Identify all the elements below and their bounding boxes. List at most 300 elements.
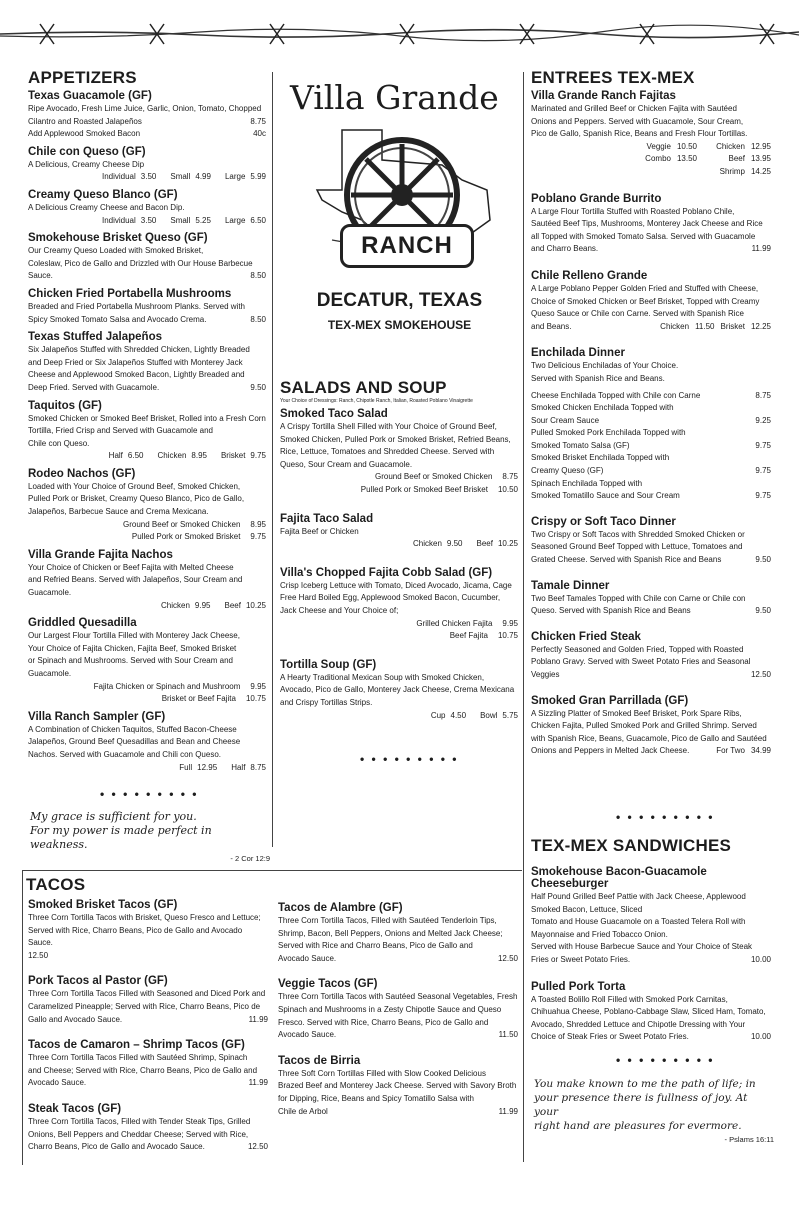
item-description: Six Jalapeños Stuffed with Shredded Chicken, Lightly Breaded bbox=[28, 345, 250, 355]
item-price: 3.50 bbox=[140, 215, 157, 225]
menu-item bbox=[531, 516, 771, 567]
item-description: Two Delicious Enchiladas of Your Choice. bbox=[531, 361, 679, 371]
item-price: 9.50 bbox=[755, 555, 771, 565]
item-description: Queso, Sour Cream and Guacamole. bbox=[280, 459, 413, 469]
item-description: Chicken Fajita, Pulled Smoked Pork and Grilled Shrimp. Served bbox=[531, 721, 757, 731]
menu-item bbox=[531, 90, 771, 179]
price-option bbox=[102, 171, 156, 184]
price-label: Chicken bbox=[716, 141, 745, 151]
menu-item bbox=[531, 631, 771, 682]
item-description: Fresco. Served with Rice, Charro Beans, Pico de Gallo and bbox=[278, 1017, 489, 1027]
sandwiches-title: TEX-MEX SANDWICHES bbox=[531, 836, 732, 855]
item-description: Smoked Bacon, Lettuce, Sliced bbox=[531, 904, 643, 914]
price-label: Brisket or Beef Fajita bbox=[161, 694, 236, 704]
price-option bbox=[225, 171, 266, 184]
price-row bbox=[28, 1014, 268, 1027]
separator-dots: • • • • • • • • • bbox=[616, 810, 715, 824]
item-name: Steak Tacos (GF) bbox=[28, 1102, 122, 1115]
menu-item bbox=[280, 567, 518, 643]
column-divider bbox=[272, 72, 273, 847]
tacos-section bbox=[26, 875, 526, 895]
price-row bbox=[28, 1141, 268, 1154]
item-description: A Delicious, Creamy Cheese Dip bbox=[28, 159, 145, 169]
item-price: 8.95 bbox=[191, 451, 207, 461]
item-price: 9.75 bbox=[755, 440, 771, 450]
item-price: 8.50 bbox=[250, 271, 266, 281]
price-row bbox=[531, 452, 771, 465]
menu-item bbox=[28, 189, 266, 227]
appetizers-title: APPETIZERS bbox=[28, 68, 137, 87]
verse-reference: - 2 Cor 12:9 bbox=[230, 854, 270, 863]
item-description: Two Crispy or Soft Tacos with Shredded Smoked Chicken or bbox=[531, 529, 745, 539]
entrees-title: ENTREES TEX-MEX bbox=[531, 68, 695, 87]
item-description: Half Pound Grilled Beef Pattie with Jack Cheese, Applewood bbox=[531, 892, 746, 901]
price-label: Chile de Arbol bbox=[278, 1106, 328, 1116]
price-label: Individual bbox=[101, 215, 136, 225]
menu-item bbox=[531, 981, 771, 1044]
price-label: and Beans. bbox=[531, 321, 572, 331]
item-description: A Large Flour Tortilla Stuffed with Roasted Poblano Chile, bbox=[531, 206, 735, 216]
price-label: Grilled Chicken Fajita bbox=[416, 618, 493, 628]
item-price: 9.50 bbox=[755, 606, 771, 616]
item-description: Loaded with Your Choice of Ground Beef, Smoked Chicken, bbox=[28, 481, 241, 491]
item-description: Ripe Avocado, Fresh Lime Juice, Garlic, Onion, Tomato, Chopped bbox=[28, 104, 262, 113]
section-divider bbox=[22, 870, 522, 871]
price-row bbox=[280, 471, 518, 484]
item-description: Three Corn Tortilla Tacos Filled with Sautéed Shrimp, Spinach bbox=[28, 1053, 248, 1063]
menu-item bbox=[28, 331, 266, 394]
price-label: Small bbox=[170, 215, 191, 225]
price-label: Charro Beans, Pico de Gallo and Avocado Sauce. bbox=[28, 1142, 205, 1152]
item-name: Smoked Taco Salad bbox=[280, 408, 388, 420]
price-row bbox=[28, 693, 266, 706]
item-price: 10.25 bbox=[497, 539, 518, 549]
salads-title: SALADS AND SOUP bbox=[280, 378, 447, 397]
price-row bbox=[531, 954, 771, 967]
item-description: and Deep Fried or Six Jalapeños Stuffed with Monterey Jack bbox=[28, 357, 243, 367]
item-name: Villa Grande Ranch Fajitas bbox=[531, 90, 676, 102]
item-price: 14.25 bbox=[750, 166, 771, 176]
item-description: A Crispy Tortilla Shell Filled with Your Choice of Ground Beef, bbox=[280, 422, 497, 431]
item-description: Sautéed Beef Tips, Mushrooms, Monterey Jack Cheese and Rice bbox=[531, 219, 763, 229]
separator-dots: • • • • • • • • • bbox=[360, 752, 459, 766]
item-price: 5.99 bbox=[250, 172, 266, 182]
price-row bbox=[28, 600, 266, 613]
item-description: A Delicious Creamy Cheese and Bacon Dip. bbox=[28, 202, 185, 212]
price-row bbox=[531, 605, 771, 618]
item-name: Pork Tacos al Pastor (GF) bbox=[28, 975, 168, 988]
item-description: A Sizzling Platter of Smoked Beef Brisket, Pork Spare Ribs, bbox=[531, 708, 742, 718]
price-label: Beef Fajita bbox=[449, 631, 488, 641]
item-description: Jack Cheese and Your Choice of; bbox=[280, 605, 399, 615]
item-name: Chile con Queso (GF) bbox=[28, 145, 146, 158]
price-label: Shrimp bbox=[719, 166, 745, 176]
price-label: Avocado Sauce. bbox=[278, 1030, 337, 1040]
item-price: 12.50 bbox=[750, 670, 771, 679]
price-option bbox=[477, 538, 519, 551]
price-label: Brisket bbox=[220, 451, 246, 461]
price-row bbox=[531, 1031, 771, 1044]
enchilada-option: Creamy Queso (GF) bbox=[531, 466, 604, 476]
item-name: Texas Stuffed Jalapeños bbox=[28, 331, 162, 344]
item-price: 10.50 bbox=[497, 484, 518, 494]
separator-dots: • • • • • • • • • bbox=[616, 1053, 715, 1067]
item-price: 12.50 bbox=[247, 1142, 268, 1152]
menu-item bbox=[28, 468, 266, 544]
price-row bbox=[531, 669, 771, 682]
salads-section bbox=[280, 378, 518, 722]
item-description: Chihuahua Cheese, Poblano-Cabbage Slaw, Sliced Ham, Tomato, bbox=[531, 1007, 766, 1017]
item-description: and Crispy Tortillas Strips. bbox=[280, 697, 373, 707]
price-label: Fajita Chicken or Spinach and Mushroom bbox=[93, 681, 241, 691]
item-price: 9.50 bbox=[250, 382, 266, 392]
item-price: 9.95 bbox=[250, 681, 266, 691]
verse-line: your presence there is fullness of joy. At your bbox=[534, 1092, 748, 1118]
price-row bbox=[531, 390, 771, 403]
item-name: Villa Ranch Sampler (GF) bbox=[28, 710, 166, 723]
menu-item bbox=[531, 193, 771, 256]
menu-item bbox=[28, 975, 268, 1026]
item-name: Chicken Fried Portabella Mushrooms bbox=[28, 287, 232, 300]
price-label: Veggies bbox=[531, 670, 560, 679]
item-price: 6.50 bbox=[250, 215, 266, 225]
item-description: 12.50 bbox=[28, 950, 49, 960]
item-name: Crispy or Soft Taco Dinner bbox=[531, 515, 676, 528]
item-name: Smoked Gran Parrillada (GF) bbox=[531, 694, 689, 707]
item-price: 11.99 bbox=[248, 1014, 268, 1024]
price-option bbox=[170, 215, 211, 228]
price-row bbox=[278, 953, 518, 966]
item-price: 11.99 bbox=[498, 1106, 518, 1116]
price-row bbox=[28, 215, 266, 228]
item-description: Tomato and House Guacamole on a Toasted Telera Roll with bbox=[531, 917, 746, 927]
section-border bbox=[22, 870, 23, 1165]
menu-item bbox=[531, 270, 771, 333]
price-label: Deep Fried. Served with Guacamole. bbox=[28, 382, 160, 392]
menu-item bbox=[28, 288, 266, 326]
menu-item bbox=[280, 659, 518, 722]
menu-item bbox=[28, 1103, 268, 1154]
item-name: Fajita Taco Salad bbox=[280, 512, 374, 525]
price-option bbox=[660, 321, 771, 334]
price-option bbox=[221, 450, 266, 463]
item-name: Tacos de Birria bbox=[278, 1054, 361, 1067]
price-row bbox=[28, 450, 266, 463]
menu-item bbox=[531, 580, 771, 618]
price-label: Brisket bbox=[720, 321, 745, 331]
item-description: Three Corn Tortilla Tacos Filled with Seasoned and Diced Pork and bbox=[28, 989, 266, 999]
price-option bbox=[179, 762, 217, 775]
menu-item bbox=[28, 1039, 268, 1090]
menu-item bbox=[28, 617, 266, 706]
price-label: Beef bbox=[224, 600, 241, 610]
item-description: Onions, Bell Peppers and Cheddar Cheese; Served with Rice, bbox=[28, 1129, 249, 1139]
item-description: Breaded and Fried Portabella Mushroom Planks. Served with bbox=[28, 301, 245, 311]
item-price: 11.50 bbox=[498, 1030, 518, 1040]
item-description: Tortilla, Fried Crisp and Served with Guacamole and bbox=[28, 426, 213, 436]
item-description: Seasoned Ground Beef Topped with Lettuce, Tomatoes and bbox=[531, 542, 743, 552]
item-name: Pulled Pork Torta bbox=[531, 980, 626, 993]
item-price: 4.99 bbox=[195, 172, 211, 182]
price-label: Ground Beef or Smoked Chicken bbox=[375, 472, 493, 482]
item-description: Free Hard Boiled Egg, Applewood Smoked Bacon, Cucumber, bbox=[280, 593, 501, 603]
price-label: Cilantro and Roasted Jalapeños bbox=[28, 116, 142, 126]
item-description: Guacamole. bbox=[28, 588, 72, 598]
price-option bbox=[231, 762, 266, 775]
menu-item bbox=[531, 866, 771, 967]
price-row bbox=[28, 1077, 268, 1090]
item-name: Villa's Chopped Fajita Cobb Salad (GF) bbox=[280, 566, 493, 579]
price-label: Full bbox=[179, 762, 193, 772]
item-description: Our Creamy Queso Loaded with Smoked Brisket, bbox=[28, 246, 204, 256]
item-description: Chile con Queso. bbox=[28, 438, 90, 448]
item-price: 5.75 bbox=[502, 710, 518, 720]
item-description: or Spinach and Mushrooms. Served with Sour Cream and bbox=[28, 656, 233, 666]
price-option bbox=[170, 171, 211, 184]
tacos-left-column bbox=[28, 893, 268, 1154]
separator-dots: • • • • • • • • • bbox=[100, 787, 199, 801]
item-name: Smokehouse Brisket Queso (GF) bbox=[28, 232, 208, 245]
item-description: Poblano Gravy. Served with Sweet Potato Fries and Seasonal bbox=[531, 657, 751, 667]
item-description: Three Corn Tortilla Tacos with Brisket, Queso Fresco and Lettuce; bbox=[28, 913, 261, 922]
item-description: Avocado, Pico de Gallo, Monterey Jack Cheese, Crema Mexicana bbox=[280, 685, 515, 695]
item-name: Tortilla Soup (GF) bbox=[280, 658, 377, 671]
item-description: Cheese and Applewood Smoked Bacon, Lightly Breaded and bbox=[28, 370, 245, 380]
price-row bbox=[531, 141, 771, 154]
price-label: Choice of Steak Fries or Sweet Potato Fries. bbox=[531, 1032, 689, 1042]
item-price: 10.00 bbox=[750, 954, 771, 964]
item-price: 8.50 bbox=[250, 314, 266, 324]
item-description: Our Largest Flour Tortilla Filled with Monterey Jack Cheese, bbox=[28, 631, 240, 641]
verse-line: For my power is made perfect in weakness. bbox=[30, 824, 212, 851]
price-row bbox=[280, 538, 518, 551]
tagline: TEX-MEX SMOKEHOUSE bbox=[327, 318, 472, 332]
item-price: 8.75 bbox=[250, 116, 266, 126]
item-description: Your Choice of Fajita Chicken, Fajita Beef, Smoked Brisket bbox=[28, 643, 237, 653]
menu-item bbox=[280, 513, 518, 551]
price-option bbox=[157, 450, 206, 463]
price-label: Chicken bbox=[161, 600, 190, 610]
price-label: Gallo and Avocado Sauce. bbox=[28, 1014, 123, 1024]
verse-reference: - Pslams 16:11 bbox=[724, 1135, 774, 1144]
price-label: Avocado Sauce. bbox=[28, 1078, 87, 1088]
price-row bbox=[28, 531, 266, 544]
price-option bbox=[102, 215, 156, 228]
item-price: 10.75 bbox=[245, 694, 266, 704]
item-price: 9.75 bbox=[755, 466, 771, 476]
price-row bbox=[280, 484, 518, 497]
item-name: Smoked Brisket Tacos (GF) bbox=[28, 899, 178, 911]
item-price: 10.25 bbox=[245, 600, 266, 610]
item-description: Two Beef Tamales Topped with Chile con Carne or Chile con bbox=[531, 593, 746, 603]
item-price: 8.95 bbox=[250, 519, 266, 529]
item-price: 11.99 bbox=[248, 1078, 268, 1088]
price-row bbox=[531, 153, 771, 166]
menu-item bbox=[28, 400, 266, 463]
item-price: 6.50 bbox=[127, 451, 144, 461]
item-name: Creamy Queso Blanco (GF) bbox=[28, 188, 178, 201]
price-label: Queso. Served with Spanish Rice and Beans bbox=[531, 606, 691, 616]
item-price: 3.50 bbox=[140, 172, 157, 182]
price-row bbox=[28, 681, 266, 694]
item-price: 9.75 bbox=[250, 451, 266, 461]
item-price: 9.95 bbox=[502, 618, 518, 628]
item-price: 34.99 bbox=[750, 746, 771, 756]
item-description: Smoked Chicken, Pulled Pork or Smoked Brisket, Refried Beans, bbox=[280, 434, 511, 444]
price-option bbox=[701, 166, 771, 179]
item-description: Marinated and Grilled Beef or Chicken Fajita with Sautéed bbox=[531, 104, 737, 113]
price-option bbox=[109, 450, 144, 463]
price-row bbox=[28, 382, 266, 395]
verse-line: right hand are pleasures for evermore. bbox=[534, 1120, 742, 1132]
price-label: Sauce. bbox=[28, 271, 53, 281]
item-name: Smokehouse Bacon-Guacamole Cheeseburger bbox=[531, 866, 707, 890]
item-price: 10.00 bbox=[750, 1032, 771, 1042]
price-row bbox=[28, 270, 266, 283]
item-description: Shrimp, Bacon, Bell Peppers, Onions and Melted Jack Cheese; bbox=[278, 928, 503, 938]
price-option bbox=[480, 710, 518, 723]
ranch-label: RANCH bbox=[361, 232, 453, 259]
item-description: and Refried Beans. Served with Jalapeños, Sour Cream and bbox=[28, 575, 243, 585]
item-description: with Spanish Rice, Beans, Guacamole, Pico de Gallo and Sautéed bbox=[531, 733, 767, 743]
item-price: 12.95 bbox=[197, 762, 218, 772]
item-name: Enchilada Dinner bbox=[531, 347, 625, 360]
item-name: Tacos de Camaron – Shrimp Tacos (GF) bbox=[28, 1039, 245, 1052]
tacos-title: TACOS bbox=[26, 875, 86, 894]
item-description: Three Corn Tortilla Tacos, Filled with Tender Steak Tips, Grilled bbox=[28, 1116, 251, 1126]
price-label: Chicken bbox=[413, 539, 442, 549]
price-row bbox=[531, 440, 771, 453]
menu-item bbox=[28, 232, 266, 283]
city-label: DECATUR, TEXAS bbox=[316, 290, 483, 311]
item-name: Poblano Grande Burrito bbox=[531, 192, 662, 205]
price-label: Grated Cheese. Served with Spanish Rice and Beans bbox=[531, 555, 722, 565]
item-description: Rice, Lettuce, Tomatoes and Shredded Cheese. Served with bbox=[280, 447, 495, 457]
enchilada-option: Smoked Tomatillo Sauce and Sour Cream bbox=[531, 491, 680, 501]
item-name: Griddled Quesadilla bbox=[28, 617, 137, 630]
price-row bbox=[28, 171, 266, 184]
price-label: and Charro Beans. bbox=[531, 244, 599, 254]
item-description: Smoked Chicken or Smoked Beef Brisket, Rolled into a Fresh Corn bbox=[28, 413, 266, 423]
column-divider bbox=[523, 72, 524, 1162]
item-price: 13.50 bbox=[676, 154, 697, 164]
item-description: Three Corn Tortilla Tacos with Sautéed Seasonal Vegetables, Fresh bbox=[278, 992, 518, 1002]
item-description: Guacamole. bbox=[28, 669, 72, 678]
price-row bbox=[531, 465, 771, 478]
item-description: Jalapeños, Barbecue Sauce and Crema Mexicana. bbox=[28, 507, 209, 517]
menu-item bbox=[278, 902, 518, 965]
price-label: Chicken bbox=[157, 451, 187, 461]
price-row bbox=[531, 166, 771, 179]
item-description: for Dipping, Rice, Beans and Spicy Tomatillo Salsa with bbox=[278, 1093, 474, 1103]
item-price: 12.95 bbox=[750, 141, 771, 151]
price-label: Fries or Sweet Potato Fries. bbox=[531, 954, 631, 964]
item-description: Served with Spanish Rice and Beans. bbox=[531, 373, 665, 383]
item-description: and Cheese; Served with Rice, Charro Beans, Pico de Gallo and bbox=[28, 1065, 258, 1075]
item-name: Tamale Dinner bbox=[531, 579, 610, 592]
price-label: Pulled Pork or Smoked Brisket bbox=[131, 532, 241, 542]
item-description: Pico de Gallo, Spanish Rice, Beans and Fresh Flour Tortillas. bbox=[531, 129, 748, 139]
price-option bbox=[617, 141, 697, 154]
price-option bbox=[161, 600, 210, 613]
menu-item bbox=[28, 146, 266, 184]
item-name: Tacos de Alambre (GF) bbox=[278, 902, 403, 914]
price-label: Bowl bbox=[480, 710, 498, 720]
item-price: 13.95 bbox=[750, 154, 771, 164]
price-label: Individual bbox=[101, 172, 136, 182]
price-row bbox=[28, 128, 266, 141]
item-name: Veggie Tacos (GF) bbox=[278, 978, 378, 991]
price-option bbox=[701, 141, 771, 154]
price-label: Beef bbox=[728, 154, 745, 164]
price-label: Ground Beef or Smoked Chicken bbox=[123, 519, 241, 529]
enchilada-option: Cheese Enchilada Topped with Chile con Carne bbox=[531, 390, 701, 400]
item-price: 10.75 bbox=[497, 631, 518, 641]
price-label: Large bbox=[224, 215, 246, 225]
item-price: 11.99 bbox=[751, 244, 771, 254]
price-label: Chicken bbox=[660, 321, 690, 331]
item-description: A Hearty Traditional Mexican Soup with Smoked Chicken, bbox=[280, 672, 485, 682]
price-label: Half bbox=[231, 762, 246, 772]
price-row bbox=[28, 116, 266, 129]
item-price: 12.50 bbox=[497, 953, 518, 963]
price-row bbox=[28, 314, 266, 327]
price-option bbox=[617, 153, 697, 166]
price-label: Small bbox=[170, 172, 191, 182]
item-description: Served with Rice and Charro Beans, Pico de Gallo and bbox=[278, 941, 473, 951]
price-row bbox=[531, 243, 771, 256]
price-option bbox=[431, 710, 466, 723]
price-row bbox=[280, 710, 518, 723]
price-label: Beef bbox=[476, 539, 493, 549]
enchilada-option: Sour Cream Sauce bbox=[531, 415, 600, 425]
item-price: 9.25 bbox=[755, 415, 771, 425]
item-description: Crisp Iceberg Lettuce with Tomato, Diced Avocado, Jicama, Cage bbox=[280, 580, 512, 590]
price-row bbox=[531, 402, 771, 415]
enchilada-option: Spinach Enchilada Topped with bbox=[531, 478, 643, 488]
barbed-wire-border bbox=[0, 12, 799, 52]
enchilada-option: Smoked Chicken Enchilada Topped with bbox=[531, 403, 674, 413]
item-description: Three Corn Tortilla Tacos, Filled with Sautéed Tenderloin Tips, bbox=[278, 916, 497, 925]
price-label: Large bbox=[224, 172, 246, 182]
price-label: Half bbox=[108, 451, 123, 461]
ranch-badge bbox=[340, 224, 474, 268]
price-row bbox=[28, 762, 266, 775]
price-label: For Two bbox=[716, 746, 745, 756]
verse-line: You make known to me the path of life; in bbox=[534, 1078, 756, 1090]
menu-item bbox=[531, 347, 771, 503]
price-row bbox=[531, 427, 771, 440]
item-description: Jalapeños, Ground Beef Quesadillas and Bean and Cheese bbox=[28, 737, 241, 747]
verse-2-cor bbox=[30, 810, 270, 866]
sandwiches-section bbox=[531, 836, 771, 1044]
entrees-section bbox=[531, 68, 771, 758]
item-description: Coleslaw, Pico de Gallo and Drizzled with Our House Barbecue bbox=[28, 258, 253, 268]
price-row bbox=[531, 490, 771, 503]
price-label: Cup bbox=[430, 710, 446, 720]
item-description: Caramelized Pineapple; Served with Rice, Charro Beans, Pico de bbox=[28, 1001, 261, 1011]
item-price: 9.95 bbox=[194, 600, 211, 610]
item-price: 9.50 bbox=[446, 539, 463, 549]
item-name: Taquitos (GF) bbox=[28, 399, 102, 412]
price-row bbox=[280, 618, 518, 631]
price-row bbox=[531, 745, 771, 758]
item-description: A Toasted Bolillo Roll Filled with Smoked Pork Carnitas, bbox=[531, 994, 728, 1004]
item-description: Brazed Beef and Monterey Jack Cheese. Served with Savory Broth bbox=[278, 1081, 517, 1091]
price-label: Add Applewood Smoked Bacon bbox=[28, 129, 141, 139]
tacos-right-column bbox=[278, 896, 518, 1118]
price-row bbox=[531, 321, 771, 334]
